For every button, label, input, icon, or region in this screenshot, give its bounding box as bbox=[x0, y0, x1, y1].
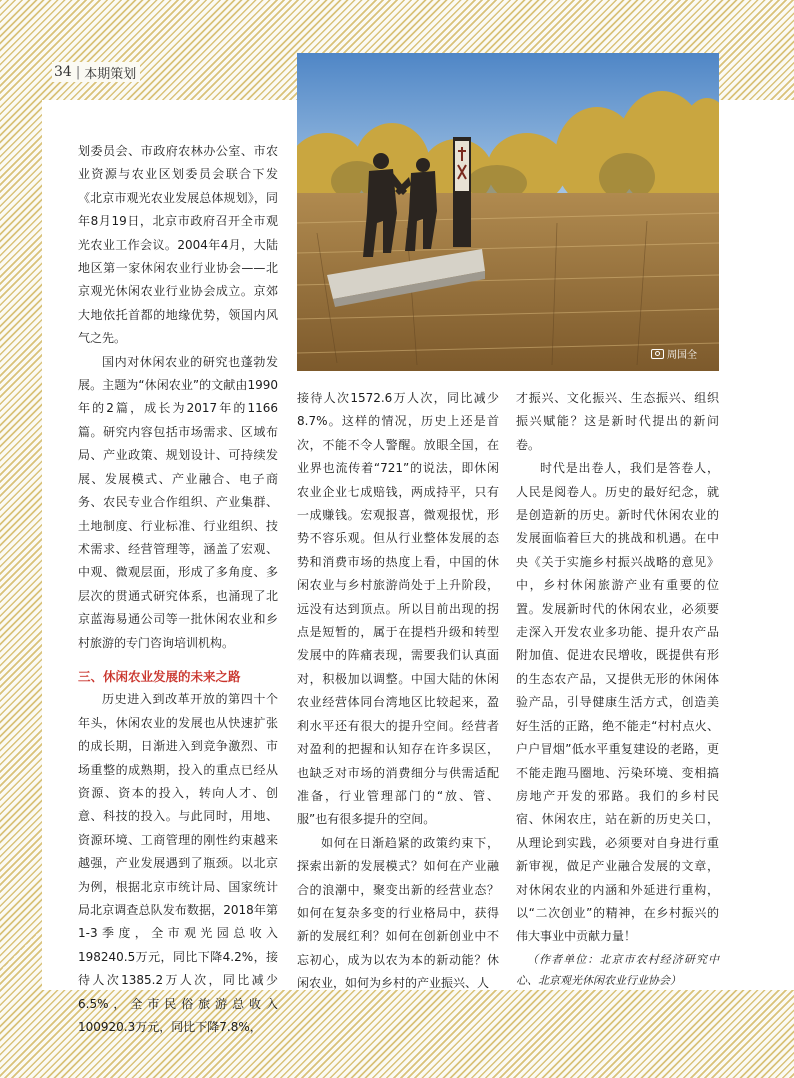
camera-icon bbox=[651, 349, 664, 359]
photo-credit bbox=[651, 346, 697, 361]
photo-illustration bbox=[297, 53, 719, 371]
text-column-3 bbox=[516, 387, 719, 991]
text-column-1 bbox=[78, 140, 278, 1039]
page-header bbox=[52, 62, 140, 82]
paragraph: 才振兴、文化振兴、生态振兴、组织振兴赋能？这是新时代提出的新问卷。 bbox=[516, 391, 719, 452]
paragraph: 国内对休闲农业的研究也蓬勃发展。主题为“休闲农业”的文献由1990年的2篇，成长为2017年的1166篇。研究内容包括市场需求、区域布局、产业政策、规划设计、可持续发展、发展模式、产业融合、电子商务、农民专业合作组织、产业集群、土地制度、行业标准、行业组织、技术需求、经营管理等，涵盖了宏观、中观、微观层面，形成了多角度、多层次的贯通式研究体系，也涌现了北京蓝海易通公司等一批休闲农业和乡村旅游的专门咨询培训机构。 bbox=[78, 354, 278, 650]
text-column-2 bbox=[297, 387, 499, 996]
paragraph: 时代是出卷人，我们是答卷人，人民是阅卷人。历史的最好纪念，就是创造新的历史。新时代休闲农业的发展面临着巨大的挑战和机遇。在中央《关于实施乡村振兴战略的意见》中，乡村休闲旅游产业有重要的位置。发展新时代的休闲农业，必须要走深入开发农业多功能、提升农产品附加值、促进农民增收，既提供有形的生态农产品，又提供无形的休闲体验产品，引导健康生活方式，创造美好生活的正路，绝不能走“村村点火、户户冒烟”低水平重复建设的老路，更不能走跑马圈地、污染环境、变相搞房地产开发的邪路。我们的乡村民宿、休闲农庄，站在新的历史关口，从理论到实践，必须要对自身进行重新审视，做足产业融合发展的文章，对休闲农业的内涵和外延进行重构，以“二次创业”的精神，在乡村振兴的伟大事业中贡献力量！ bbox=[516, 461, 719, 944]
paragraph: 历史进入到改革开放的第四十个年头，休闲农业的发展也从快速扩张的成长期，日渐进入到竞争激烈、市场重整的成熟期，投入的重点已经从资源、资本的投入，转向人才、创意、科技的投入。与此同时，用地、资源环境、工商管理的刚性约束越来越强，产业发展遇到了瓶颈。以北京为例，根据北京市统计局、国家统计局北京调查总队发布数据，2018年第1-3季度，全市观光园总收入198240.5万元，同比下降4.2%，接待人次1385.2万人次，同比减少6.5%，全市民俗旅游总收入100920.3万元，同比下降7.8%， bbox=[78, 692, 278, 1035]
paragraph: 接待人次1572.6万人次，同比减少8.7%。这样的情况，历史上还是首次，不能不令人警醒。放眼全国，在业界也流传着“721”的说法，即休闲农业企业七成赔钱，两成持平，只有一成赚钱。宏观报喜，微观报忧，形势不容乐观。但从行业整体发展的态势和消费市场的热度上看，中国的休闲农业与乡村旅游尚处于上升阶段，远没有达到顶点。所以目前出现的拐点是短暂的，属于在提档升级和转型发展中的阵痛表现，需要我们认真面对，积极加以调整。中国大陆的休闲农业经营体同台湾地区比较起来，盈利水平还有很大的提升空间。经营者对盈利的把握和认知存在许多误区，也缺乏对市场的消费细分与供需适配准备，行业管理部门的“放、管、服”也有很多提升的空间。 bbox=[297, 391, 499, 827]
paragraph: 如何在日渐趋紧的政策约束下，探索出新的发展模式？如何在产业融合的浪潮中，聚变出新的经营业态？如何在复杂多变的行业格局中，获得新的发展红利？如何在创新创业中不忘初心，成为以农为本的新动能？休闲农业，如何为乡村的产业振兴、人 bbox=[297, 835, 499, 991]
field-sculpture-photo bbox=[297, 53, 719, 371]
page-number: 34 bbox=[54, 64, 72, 80]
author-affiliation: （作者单位：北京市农村经济研究中心、北京观光休闲农业行业协会） bbox=[516, 952, 719, 987]
section-title: 本期策划 bbox=[84, 66, 137, 82]
header-separator: | bbox=[75, 64, 81, 80]
paragraph: 划委员会、市政府农林办公室、市农业资源与农业区划委员会联合下发《北京市观光农业发展总体规划》，同年8月19日，北京市政府召开全市观光农业工作会议。2004年4月，大陆地区第一家休闲农业行业协会——北京观光休闲农业行业协会成立。京郊大地依托首都的地缘优势，领国内风气之先。 bbox=[78, 144, 278, 346]
section-heading: 三、休闲农业发展的未来之路 bbox=[78, 668, 241, 684]
photo-credit-name: 周国全 bbox=[667, 350, 697, 361]
